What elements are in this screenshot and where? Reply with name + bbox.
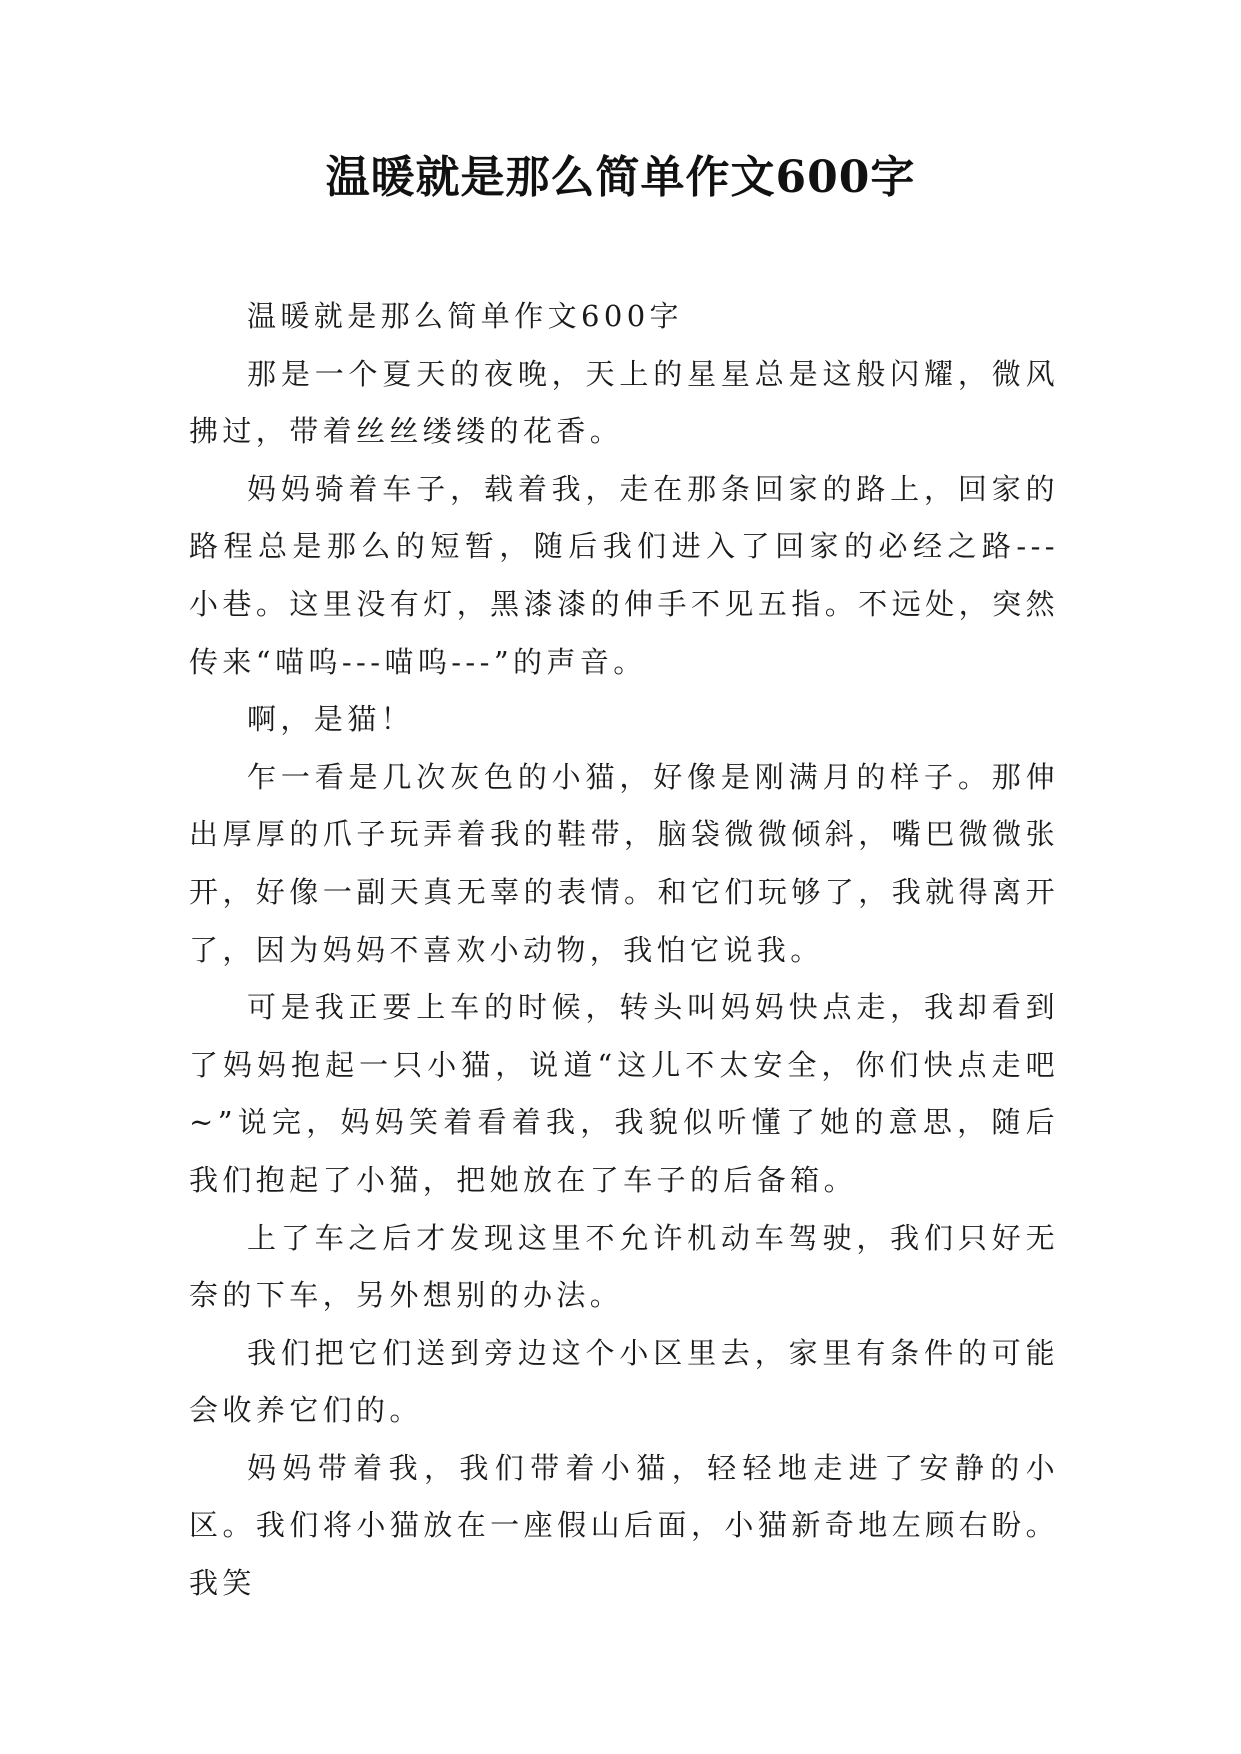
paragraph: 我们把它们送到旁边这个小区里去，家里有条件的可能会收养它们的。 [189, 1335, 1059, 1428]
document-title: 温暖就是那么简单作文600字 [325, 152, 916, 203]
paragraph: 上了车之后才发现这里不允许机动车驾驶，我们只好无奈的下车，另外想别的办法。 [189, 1220, 1059, 1313]
paragraph: 妈妈骑着车子，载着我，走在那条回家的路上，回家的路程总是那么的短暂，随后我们进入了回家的必经之路---小巷。这里没有灯，黑漆漆的伸手不见五指。不远处，突然传来“喵呜---喵呜---”的声音。 [189, 471, 1059, 679]
paragraph: 可是我正要上车的时候，转头叫妈妈快点走，我却看到了妈妈抱起一只小猫，说道“这儿不太安全，你们快点走吧~”说完，妈妈笑着看着我，我貌似听懂了她的意思，随后我们抱起了小猫，把她放在了车子的后备箱。 [189, 990, 1059, 1197]
paragraph: 啊，是猫！ [247, 702, 415, 737]
paragraph: 妈妈带着我，我们带着小猫，轻轻地走进了安静的小区。我们将小猫放在一座假山后面，小猫新奇地左顾右盼。我笑 [189, 1450, 1059, 1601]
paragraph: 乍一看是几次灰色的小猫，好像是刚满月的样子。那伸出厚厚的爪子玩弄着我的鞋带，脑袋微微倾斜，嘴巴微微张开，好像一副天真无辜的表情。和它们玩够了，我就得离开了，因为妈妈不喜欢小动物，我怕它说我。 [189, 759, 1059, 967]
document-body [189, 288, 1059, 1613]
paragraph: 那是一个夏天的夜晚，天上的星星总是这般闪耀，微风拂过，带着丝丝缕缕的花香。 [189, 356, 1059, 449]
paragraph: 温暖就是那么简单作文600字 [247, 299, 683, 333]
